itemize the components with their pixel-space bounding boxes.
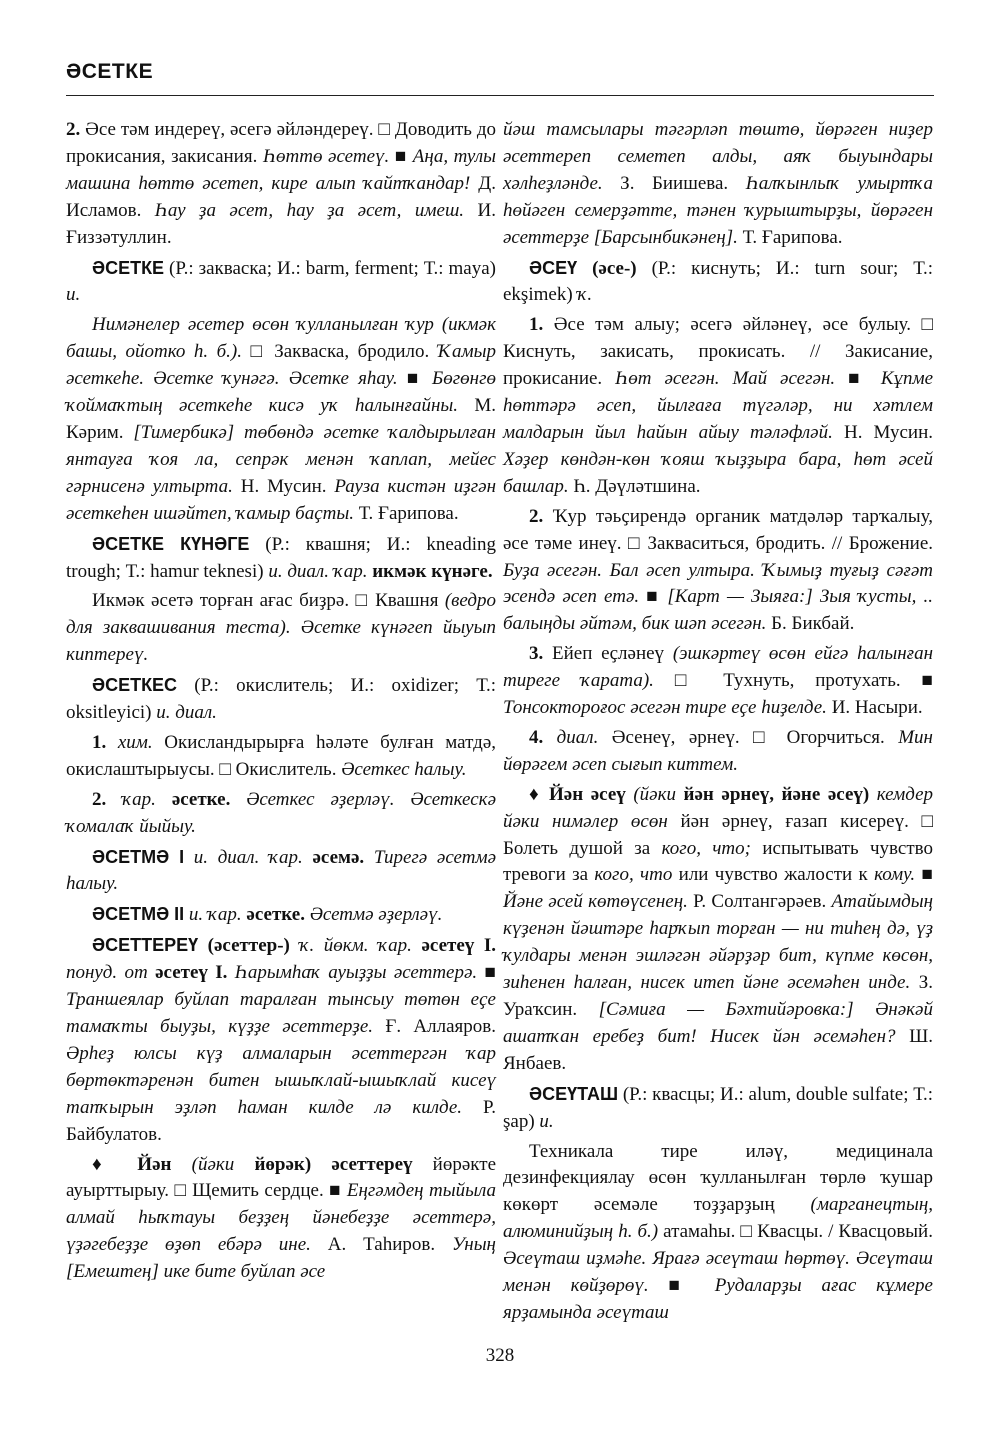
page-number: 328 xyxy=(485,1345,515,1366)
header-rule xyxy=(66,95,934,96)
dictionary-entry: йәш тамсылары тәгәрләп төштө, йөрәген ниҙер әсеттереп семетеп алды, аяҡ быуындары хәлһеҙләнде. З. Биишева. Һалҡынлыҡ умыртҡа һөйәген семерҙәтте, тәнен ҡурыштырҙы, йөрәген әсеттерҙе [Барсынбикәнең]. Т. Ғарипова. xyxy=(503,119,933,248)
dictionary-entry: ӘСЕҮТАШ (Р.: квасцы; И.: alum, double sulfate; Т.: şap) и. xyxy=(503,1083,933,1132)
dictionary-entry: 2. Ҡур тәьҫирендә органик матдәләр тарҡалыу, әсе тәме инеү. □ Закваситься, бродить. // Брожение. Буҙа әсегән. Бал әсеп ултыра. Ҡымыҙ туғыҙ сәғәт эсендә әсеп етә. ■ [Карт — Зыяға:] Зыя ҡусты, .. балыңды әйтәм, бик шәп әсегән. Б. Бикбай. xyxy=(503,505,933,635)
dictionary-entry: ӘСЕТМӘ I и. диал. ҡар. әсемә. Тирегә әсетмә һалыу. xyxy=(66,846,496,895)
dictionary-entry: Икмәк әсетә торған ағас биҙрә. □ Квашня (ведро для заквашивания теста). Әсетке күнәгеп йыуып киптереү. xyxy=(66,590,496,666)
dictionary-entry: 3. Ейеп еҫләнеү (эшкәртеү өсөн ейгә һалынған тиреге ҡарата). □ Тухнуть, протухать. ■ Тонсоктороғос әсегән тире еҫе һиҙелде. И. Насыри. xyxy=(503,643,933,719)
dictionary-entry: ӘСЕҮ (әсе-) (Р.: киснуть; И.: turn sour; Т.: ekşimek) ҡ. xyxy=(503,257,933,306)
dictionary-entry: ♦ Йән (йәки йөрәк) әсеттереү йөрәкте ауырттырыу. □ Щемить сердце. ■ Еңгәмдең тыйыла алмай һыҡтауы беҙҙең йәнебеҙҙе әсеттерә, үҙәгебеҙҙе өҙөп ебәрә ине. А. Таһиров. Уның [Емештең] ике бите буйлап әсе xyxy=(66,1153,497,1283)
dictionary-entry: 1. хим. Окисландырырға һәләте булған матдә, окислаштырыусы. □ Окислитель. Әсеткес һалыу. xyxy=(66,731,497,780)
dictionary-entry: Техникала тире иләү, медицинала дезинфекциялау өсөн ҡулланылған төрлө ҡушар көкөрт әсемәле тоҙҙарҙың (марганецтың, алюминийҙың һ. б.) атамаһы. □ Квасцы. / Квасцовый. Әсеүташ иҙмәһе. Ярағә әсеүташ һөртөү. Әсеүташ менән көйҙөрөү. ■ Рудаларҙы ағас кұмере ярҙамында әсеүташ xyxy=(503,1140,933,1323)
right-column xyxy=(503,117,933,1327)
dictionary-entry: 4. диал. Әсенеү, әрнеү. □ Огорчиться. Мин йөрәгем әсеп сығып киттем. xyxy=(503,726,933,775)
dictionary-entry: ♦ Йән әсеү (йәки йән әрнеү, йәне әсеү) кемдер йәки нимәлер өсөн йән әрнеү, ғазап кисереү. □ Болеть душой за кого, что; испытывать чувство тревоги за кого, что или чувство жалости к кому. ■ Йәне әсей көтөүсенең. Р. Солтангәрәев. Атайымдың күҙенән йәштәре һарҡып торған — ни тиһең дә, үҙ ҡулдары менән эшләгән әйәрҙәр бит, күпме көсөн, зиһенен һалған, нисек итеп йәне әсемәһен инде. З. Ураҡсин. [Сәмиға — Бәхтийәровка:] Әнәкәй ашатҡан еребеҙ бит! Нисек йән әсемәһен? Ш. Янбаев. xyxy=(503,783,934,1074)
dictionary-entry: ӘСЕТТЕРЕҮ (әсеттер-) ҡ. йөкм. ҡар. әсетеү I. понуд. от әсетеү I. Һарымһаҡ ауыҙҙы әсеттерә. ■ Траншеялар буйлап таралған тынсыу төтөн еҫе тамаҡты быуҙы, күҙҙе әсеттерҙе. Ғ. Аллаяров. Әрһеҙ юлсы күҙ алмаларын әсеттергән ҡар бөртөктәренән битен ышыҡлай-ышыҡлай кисеү тапҡырын эҙләп һаман килде лә килде. Р. Байбулатов. xyxy=(66,935,497,1145)
left-column xyxy=(66,117,496,1286)
dictionary-entry: 1. Әсе тәм алыу; әсегә әйләнеү, әсе булыу. □ Киснуть, закисать, прокисать. // Закисание, прокисание. Һөт әсегән. Май әсегән. ■ Кұпме һөттәрә әсеп, йылғаға түгәләр, ни хәтлем малдарын йыл һайын айыу тәләфләй. Н. Мусин. Хәҙер көндән-көн ҡояш ҡыҙҙыра бара, һөт әсей башлар. Һ. Дәүләтшина. xyxy=(503,314,934,497)
dictionary-entry: ӘСЕТКЕС (Р.: окислитель; И.: oxidizer; Т.: oksitleyici) и. диал. xyxy=(66,675,496,724)
dictionary-entry: Нимәнелер әсетер өсөн ҡулланылған ҡур (икмәк башы, ойотко һ. б.). □ Закваска, бродило. Ҡамыр әсеткеһе. Әсетке ҡунәгә. Әсетке яһау. ■ Бөгөнгө ҡоймаҡтың әсеткеһе кисә уҡ һалынғайны. М. Кәрим. [Тимербикә] төбөндә әсетке ҡалдырылған янтауға ҡоя ла, сепрәк менән ҡаплап, мейес гәрнисенә ултырта. Н. Мусин. Рауза кистән иҙгән әсеткеһен ишәйтеп, ҡамыр баҫты. Т. Ғарипова. xyxy=(66,314,496,524)
running-head: ӘСЕТКЕ xyxy=(66,60,154,83)
dictionary-entry: ӘСЕТМӘ II и. ҡар. әсетке. Әсетмә әҙерләү. xyxy=(92,904,443,926)
dictionary-entry: ӘСЕТКЕ КҮНӘГЕ (Р.: квашня; И.: kneading trough; Т.: hamur teknesi) и. диал. ҡар. икмәк күнәге. xyxy=(66,533,496,582)
dictionary-entry: ӘСЕТКЕ (Р.: закваска; И.: barm, ferment; Т.: maya) и. xyxy=(66,257,496,306)
dictionary-entry: 2. ҡар. әсетке. Әсеткес әҙерләү. Әсеткескә ҡомалаҡ йыйыу. xyxy=(66,788,496,837)
dictionary-entry: 2. Әсе тәм индереү, әсегә әйләндереү. □ Доводить до прокисания, закисания. Һөттө әсетеү. ■ Аңа, тулы машина һөттө әсетеп, кире алып ҡайтҡандар! Д. Исламов. Һау ҙа әсет, һау ҙа әсет, имеш. И. Ғиззәтуллин. xyxy=(66,119,496,248)
